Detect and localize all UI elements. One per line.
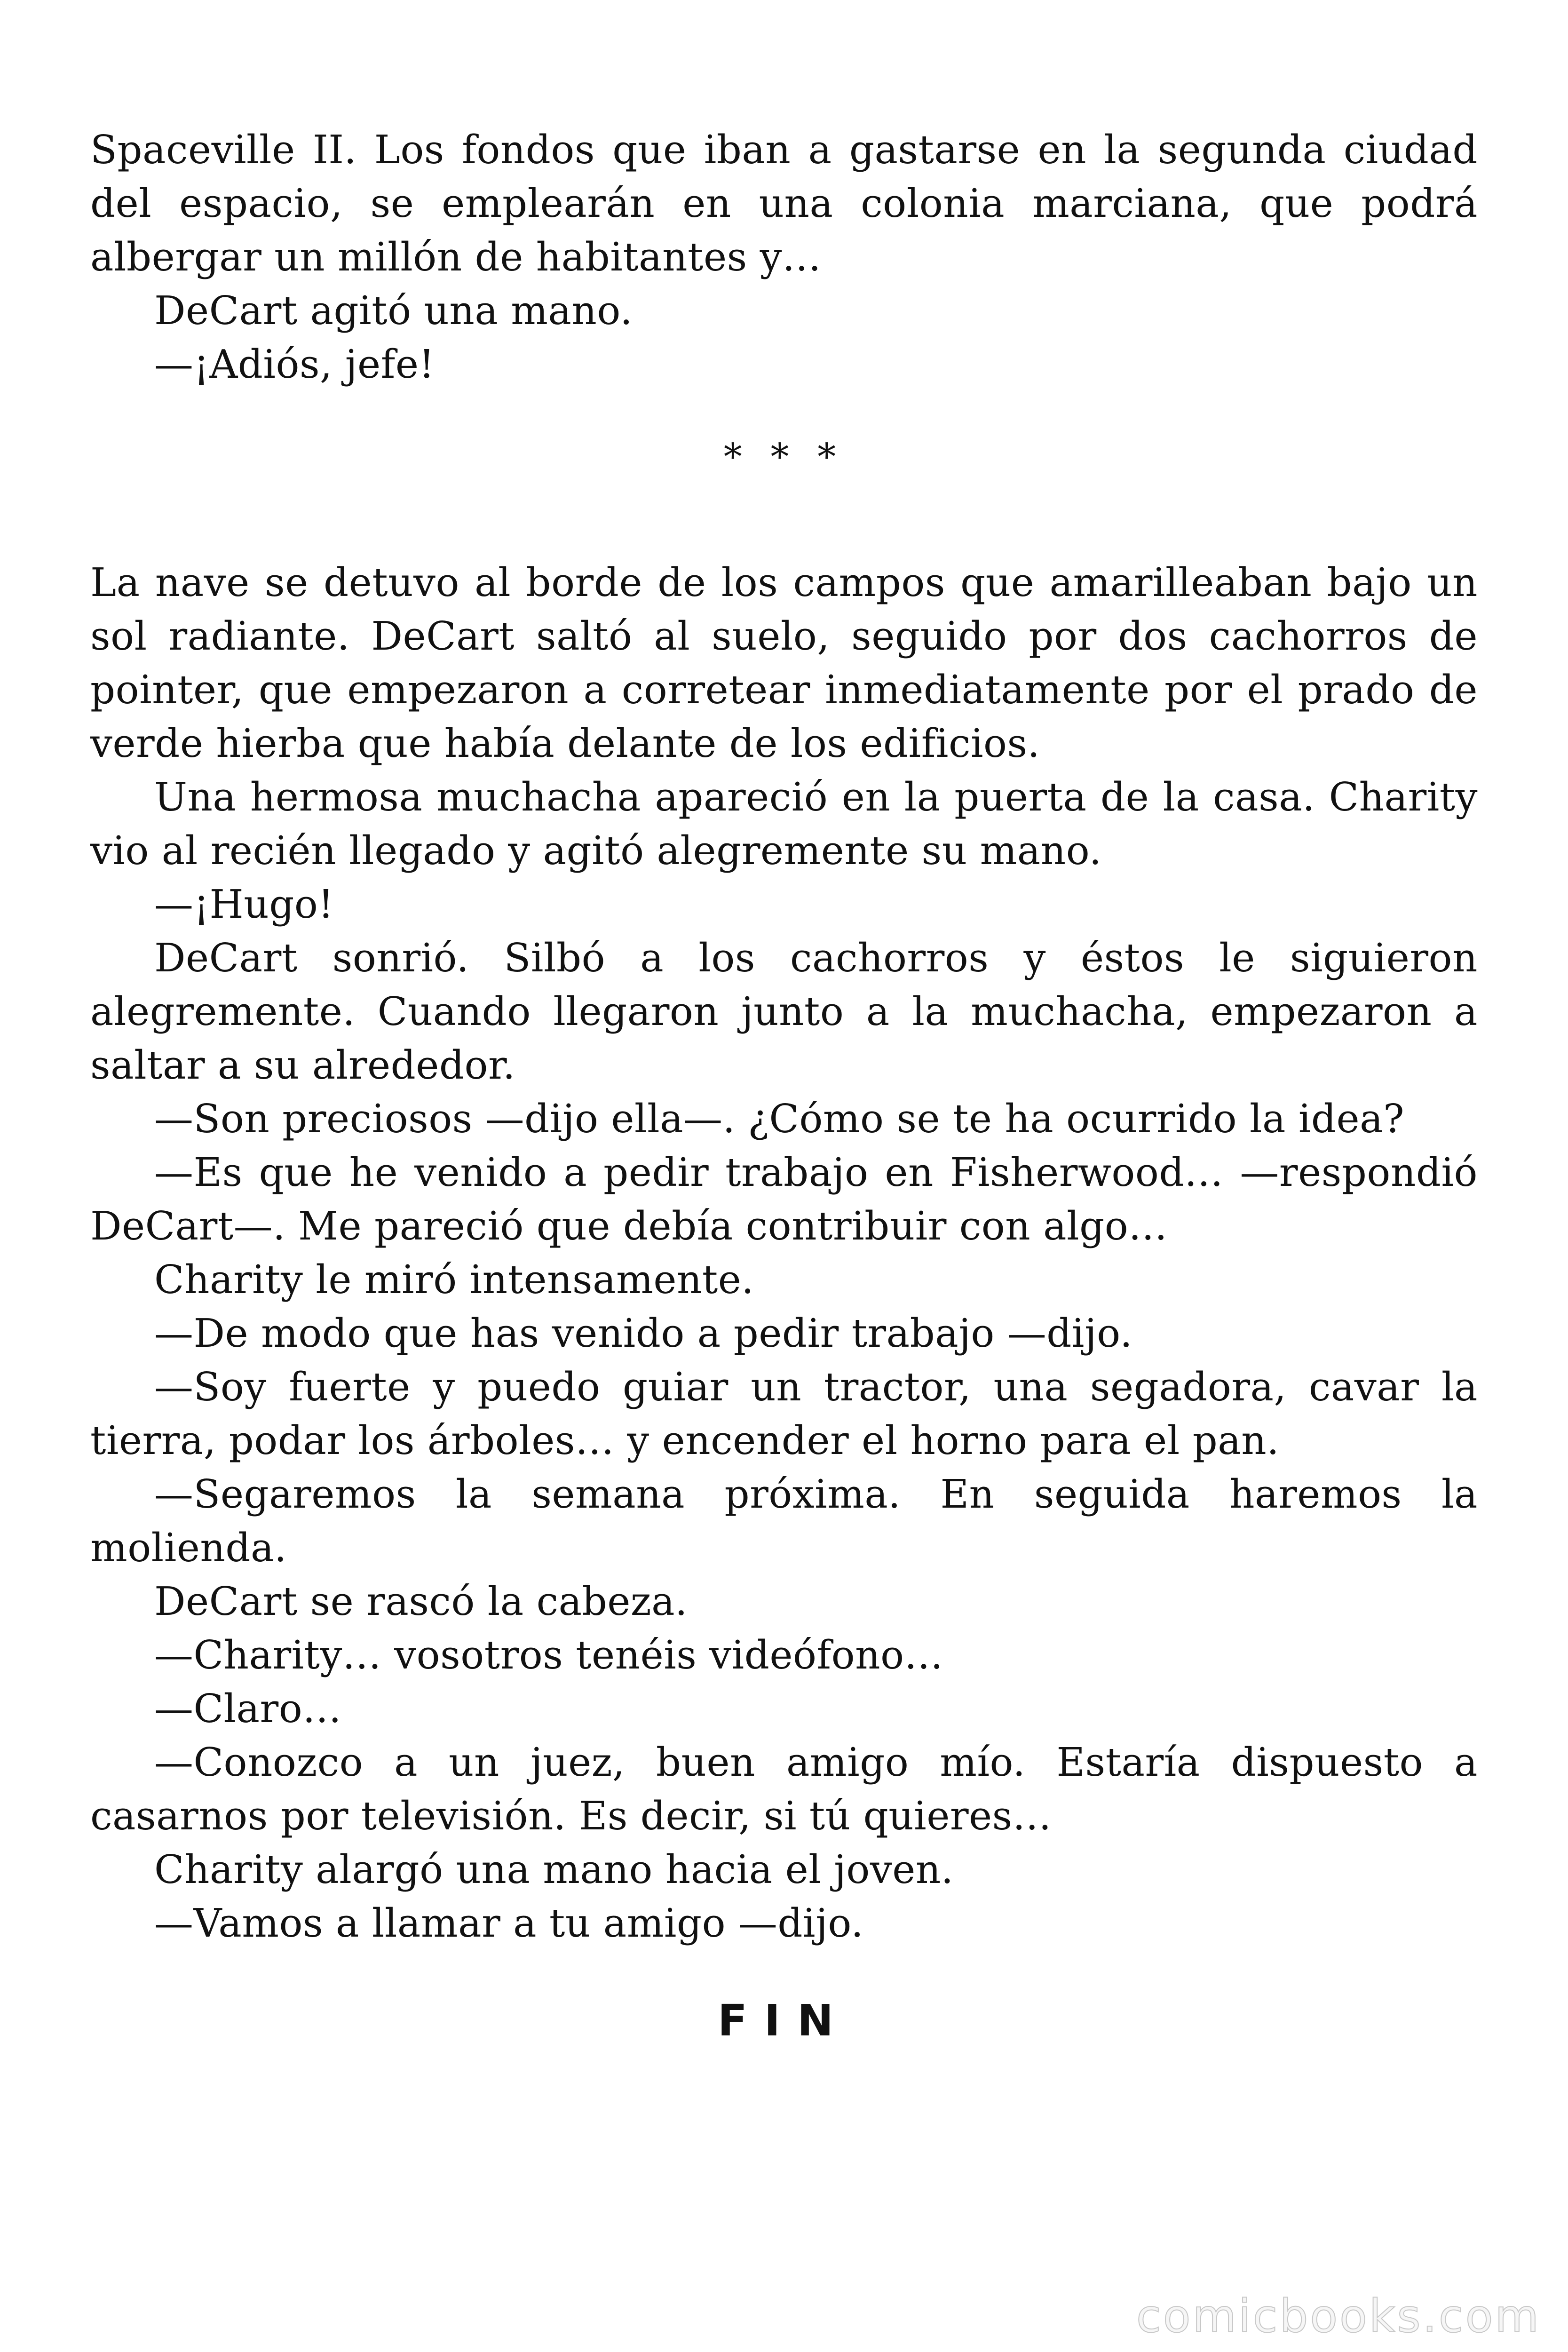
paragraph: Charity le miró intensamente. xyxy=(154,1257,754,1303)
dialogue-line: —Charity… vosotros tenéis videófono… xyxy=(154,1632,944,1678)
dialogue-line: —Conozco a un juez, buen amigo mío. Estaría dispuesto a casarnos por televisión. Es decir, si tú quieres… xyxy=(90,1740,1478,1839)
paragraph: Una hermosa muchacha apareció en la puerta de la casa. Charity vio al recién llegado y agitó alegremente su mano. xyxy=(90,774,1478,874)
dialogue-line: —¡Adiós, jefe! xyxy=(154,342,435,387)
end-heading: FIN xyxy=(717,1995,851,2046)
dialogue-line: —Son preciosos —dijo ella—. ¿Cómo se te ha ocurrido la idea? xyxy=(154,1096,1405,1142)
section-separator: * * * xyxy=(723,436,845,478)
paragraph-continuation: Spaceville II. Los fondos que iban a gastarse en la segunda ciudad del espacio, se emplearán en una colonia marciana, que podrá albergar un millón de habitantes y… xyxy=(90,127,1478,280)
paragraph: DeCart agitó una mano. xyxy=(154,288,633,334)
dialogue-line: —¡Hugo! xyxy=(154,882,334,927)
dialogue-line: —De modo que has venido a pedir trabajo —dijo. xyxy=(154,1311,1133,1356)
paragraph: DeCart sonrió. Silbó a los cachorros y éstos le siguieron alegremente. Cuando llegaron junto a la muchacha, empezaron a saltar a su alrededor. xyxy=(90,935,1478,1088)
paragraph: Charity alargó una mano hacia el joven. xyxy=(154,1847,954,1892)
dialogue-line: —Soy fuerte y puedo guiar un tractor, una segadora, cavar la tierra, podar los árboles… y encender el horno para el pan. xyxy=(90,1364,1478,1463)
paragraph: DeCart se rascó la cabeza. xyxy=(154,1579,688,1624)
book-page xyxy=(90,123,1478,2049)
paragraph: La nave se detuvo al borde de los campos que amarilleaban bajo un sol radiante. DeCart saltó al suelo, seguido por dos cachorros de pointer, que empezaron a corretear inmediatamente por el prado de verde hierba que había delante de los edificios. xyxy=(90,560,1478,766)
dialogue-line: —Es que he venido a pedir trabajo en Fisherwood… —respondió DeCart—. Me pareció que debía contribuir con algo… xyxy=(90,1150,1478,1249)
watermark: comicbooks.com xyxy=(1136,2290,1541,2343)
dialogue-line: —Segaremos la semana próxima. En seguida haremos la molienda. xyxy=(90,1471,1478,1571)
dialogue-line: —Claro… xyxy=(154,1686,342,1732)
dialogue-line: —Vamos a llamar a tu amigo —dijo. xyxy=(154,1900,864,1946)
